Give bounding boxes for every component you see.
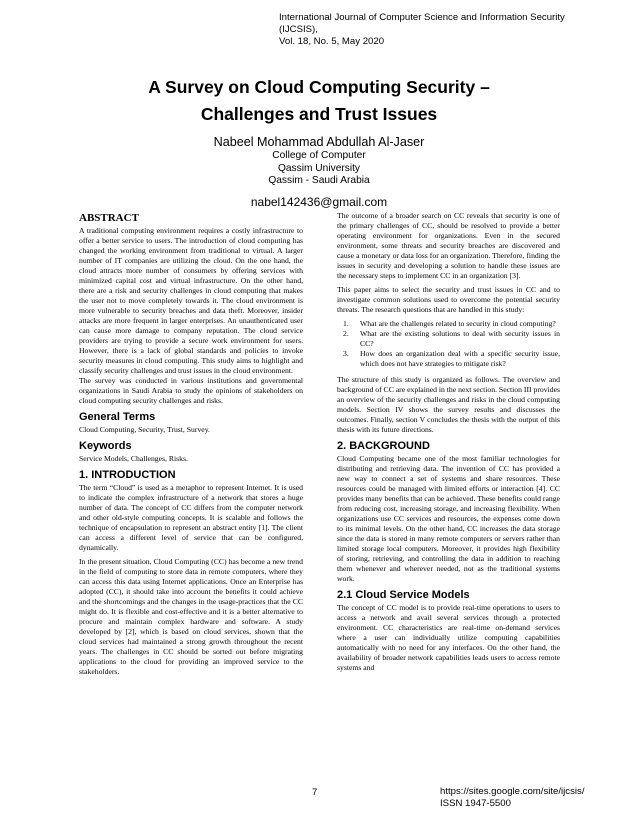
list-item: 3. How does an organization deal with a specific security issue, which does not have strategies to mitigate risk? bbox=[343, 349, 560, 368]
paper-title bbox=[60, 74, 578, 128]
footer-block bbox=[440, 786, 585, 810]
keywords-text: Service Models, Challenges, Risks. bbox=[79, 454, 188, 463]
page-number: 7 bbox=[312, 787, 318, 798]
general-terms-text: Cloud Computing, Security, Trust, Survey. bbox=[79, 425, 210, 434]
journal-url[interactable]: https://sites.google.com/site/ijcsis/ bbox=[440, 786, 585, 797]
list-item: 1. What are the challenges related to security in cloud computing? bbox=[343, 319, 556, 328]
intro-continued-paragraph-3: The structure of this study is organized as follows. The overview and background of CC are explained in the next section. Section III provides an overview of the security challenges and risks in the cloud computing models. Section IV shows the survey results and discusses the outcomes. Finally, section V concludes the thesis with the output of this thesis with its future directions. bbox=[337, 375, 560, 434]
author-name: Nabeel Mohammad Abdullah Al-Jaser bbox=[213, 135, 425, 149]
introduction-paragraph-1: The term “Cloud” is used as a metaphor to represent Internet. It is used to indicate the complex infrastructure of a network that stores a huge number of data. The concept of CC differs from the computer network and other old-style computing concepts. It is scalable and follows the technique of encapsulation to represent an abstract entity [1]. The client can access a different level of service that can be configured, dynamically. bbox=[79, 483, 303, 552]
list-item: 2. What are the existing solutions to deal with security issues in CC? bbox=[343, 329, 560, 348]
background-paragraph-1: Cloud Computing became one of the most familiar technologies for distributing and retrieving data. The invention of CC has provided a new way to connect a set of systems and share resources. These resources could be managed with limited efforts or interaction [4]. CC provides many benefits that can be achieved. These benefits could range from reducing cost, increasing storage, and increasing flexibility. When organizations use CC services and resources, the expenses come down to its minimal levels. On the other hand, CC increases the data storage since the data is stored in many remote computers or servers rather than limited storage local computers. Moreover, it provides high flexibility of storing, retrieving, and controlling the data in addition to reaching them whenever and wherever needed, not as the traditional systems work. bbox=[337, 454, 560, 583]
journal-name: International Journal of Computer Science and Information Security (IJCSIS), bbox=[279, 12, 565, 35]
affiliation-university: Qassim University bbox=[277, 162, 361, 174]
affiliation-college: College of Computer bbox=[272, 150, 366, 161]
journal-volume: Vol. 18, No. 5, May 2020 bbox=[279, 36, 385, 47]
affiliation-location: Qassim - Saudi Arabia bbox=[268, 175, 370, 186]
journal-header bbox=[279, 12, 599, 48]
introduction-paragraph-2: In the present situation, Cloud Computing (CC) has become a new trend in the field of computing to store data in remote computers, where they can access this data using Internet applications. Once an Enterprise has adopted (CC), it should take into account the benefits it could achieve and the shortcomings and the changes in the usage-practices that the CC might do. It is flexible and cost-effective and it is a better alternative to procure and maintain complex hardware and software. A study developed by [2], which is based on cloud services, shown that the cloud services had maintained a strong growth throughout the recent years. The challenges in CC should be sorted out before migrating applications to the cloud for providing an improved service to the stakeholders. bbox=[79, 557, 303, 676]
abstract-heading: ABSTRACT bbox=[79, 212, 139, 224]
introduction-heading: 1. INTRODUCTION bbox=[79, 469, 176, 481]
service-models-heading: 2.1 Cloud Service Models bbox=[337, 589, 470, 601]
keywords-heading: Keywords bbox=[79, 440, 132, 452]
general-terms-heading: General Terms bbox=[79, 411, 156, 423]
right-column bbox=[337, 211, 560, 677]
author-email[interactable]: nabel142436@gmail.com bbox=[250, 194, 388, 209]
abstract-paragraph-1: A traditional computing environment requires a costly infrastructure to offer a better service to users. The introduction of cloud computing has changed the working environment from traditional to virtual. A larger number of IT companies are utilizing the cloud. On the one hand, the cloud attracts more number of consumers by offering services with minimized capital cost and virtual infrastructure. On the other hand, there are a risk and security challenges in cloud computing that makes the user not to move completely towards it. The cloud environment is more vulnerable to security breaches and data theft. Moreover, insider attacks are more frequent in larger enterprises. An unauthenticated user can cause more damage to company reputation. The cloud service providers are trying to provide a secure work environment for users. However, there is a lack of global standards and policies to invoke security measures in cloud computing. This study aims to highlight and classify security challenges and trust issues in the cloud environment. bbox=[79, 226, 303, 375]
title-line-2: Challenges and Trust Issues bbox=[200, 104, 438, 124]
abstract-paragraph-2: The survey was conducted in various institutions and governmental organizations in Saudi Arabia to study the opinions of stakeholders on cloud computing security challenges and risks. bbox=[79, 376, 303, 405]
intro-continued-paragraph-1: The outcome of a broader search on CC reveals that security is one of the primary challenges of CC, should be resolved to provide a better operating environment for organizations. Even in the secured environment, some threats and security breaches are discovered and cause a monetary or data loss for an organization. Therefore, finding the issues in security and developing a solution to handle these issues are the necessary steps to implement CC in an organization [3]. bbox=[337, 211, 560, 280]
research-questions-list bbox=[337, 319, 560, 369]
author-block bbox=[60, 134, 578, 210]
service-models-paragraph-1: The concept of CC model is to provide real-time operations to users to access a network and avail several services through a protected environment. CC characteristics are real-time on-demand services where a user can individually utilize computing capabilities automatically with no need for any interfaces. On the other hand, the availability of broader network capabilities leads users to access remote systems and bbox=[337, 603, 560, 672]
intro-continued-paragraph-2: This paper aims to select the security and trust issues in CC and to investigate common solutions used to overcome the potential security threats. The research questions that are handled in this study: bbox=[337, 285, 560, 314]
issn: ISSN 1947-5500 bbox=[440, 798, 511, 809]
title-line-1: A Survey on Cloud Computing Security – bbox=[148, 77, 490, 97]
left-column bbox=[79, 211, 303, 681]
background-heading: 2. BACKGROUND bbox=[337, 440, 430, 452]
